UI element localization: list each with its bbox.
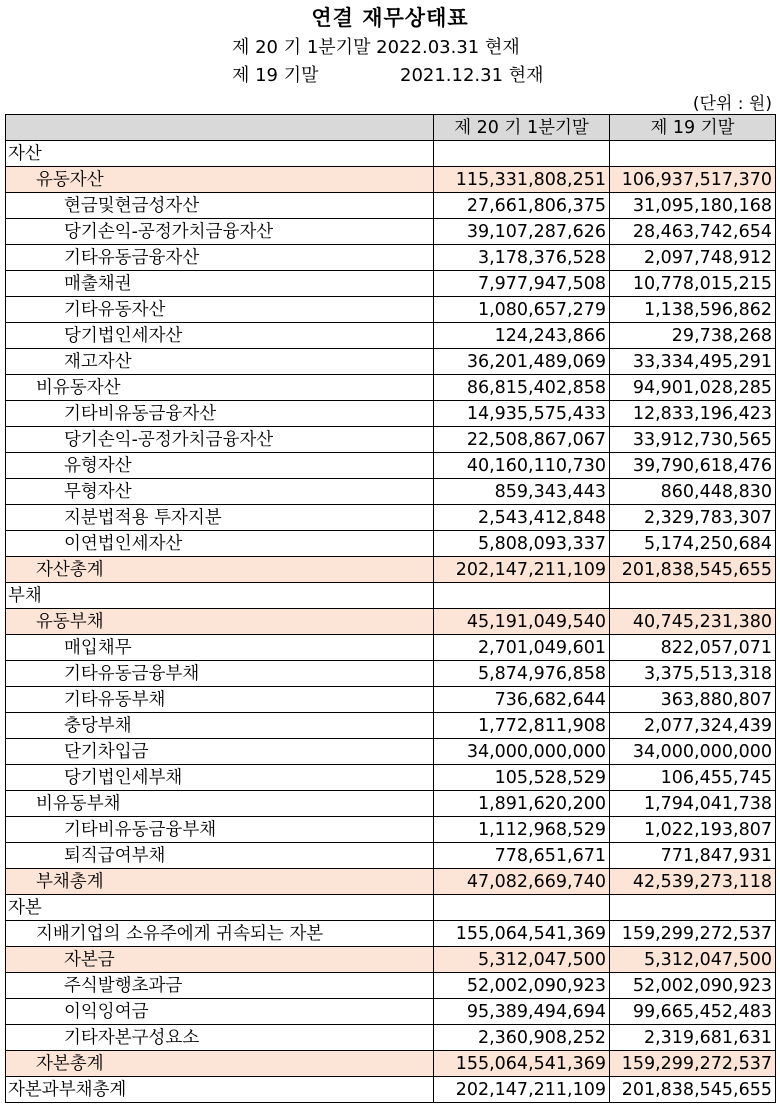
account-name: 기타유동부채	[6, 687, 434, 713]
amount-current: 155,064,541,369	[434, 1051, 610, 1077]
table-row	[6, 583, 776, 609]
account-name: 충당부채	[6, 713, 434, 739]
amount-current: 45,191,049,540	[434, 609, 610, 635]
amount-current: 5,808,093,337	[434, 531, 610, 557]
account-name: 당기손익-공정가치금융자산	[6, 219, 434, 245]
table-row	[6, 323, 776, 349]
amount-current: 2,701,049,601	[434, 635, 610, 661]
amount-current: 5,312,047,500	[434, 947, 610, 973]
unit-label: (단위 : 원)	[692, 94, 772, 114]
table-row	[6, 479, 776, 505]
account-name: 자본	[6, 895, 434, 921]
account-name: 자본총계	[6, 1051, 434, 1077]
amount-prior: 106,937,517,370	[610, 167, 776, 193]
amount-prior: 1,138,596,862	[610, 297, 776, 323]
amount-prior: 34,000,000,000	[610, 739, 776, 765]
amount-prior: 40,745,231,380	[610, 609, 776, 635]
table-row	[6, 843, 776, 869]
amount-prior: 10,778,015,215	[610, 271, 776, 297]
table-row	[6, 141, 776, 167]
amount-current: 1,080,657,279	[434, 297, 610, 323]
amount-prior: 29,738,268	[610, 323, 776, 349]
account-name: 비유동부채	[6, 791, 434, 817]
amount-prior: 12,833,196,423	[610, 401, 776, 427]
account-name: 단기차입금	[6, 739, 434, 765]
amount-current: 736,682,644	[434, 687, 610, 713]
account-name: 자본과부채총계	[6, 1077, 434, 1103]
amount-prior: 3,375,513,318	[610, 661, 776, 687]
account-name: 재고자산	[6, 349, 434, 375]
amount-prior: 31,095,180,168	[610, 193, 776, 219]
amount-current: 34,000,000,000	[434, 739, 610, 765]
amount-prior: 52,002,090,923	[610, 973, 776, 999]
amount-current: 47,082,669,740	[434, 869, 610, 895]
table-row	[6, 921, 776, 947]
amount-current: 14,935,575,433	[434, 401, 610, 427]
amount-current: 95,389,494,694	[434, 999, 610, 1025]
account-name: 주식발행초과금	[6, 973, 434, 999]
amount-prior: 822,057,071	[610, 635, 776, 661]
period-prior-label: 제 19 기말	[232, 65, 319, 86]
table-row	[6, 453, 776, 479]
table-row	[6, 245, 776, 271]
account-name: 부채	[6, 583, 434, 609]
amount-current	[434, 895, 610, 921]
table-row	[6, 1025, 776, 1051]
amount-current: 40,160,110,730	[434, 453, 610, 479]
amount-prior: 5,312,047,500	[610, 947, 776, 973]
table-row	[6, 297, 776, 323]
amount-prior: 201,838,545,655	[610, 1077, 776, 1103]
amount-prior: 159,299,272,537	[610, 1051, 776, 1077]
table-row	[6, 219, 776, 245]
amount-current: 778,651,671	[434, 843, 610, 869]
amount-prior: 99,665,452,483	[610, 999, 776, 1025]
account-name: 퇴직급여부채	[6, 843, 434, 869]
table-row	[6, 999, 776, 1025]
amount-current: 1,891,620,200	[434, 791, 610, 817]
table-row	[6, 973, 776, 999]
table-row	[6, 531, 776, 557]
table-row	[6, 791, 776, 817]
account-name: 기타유동자산	[6, 297, 434, 323]
amount-prior: 5,174,250,684	[610, 531, 776, 557]
table-row	[6, 687, 776, 713]
account-name: 자본금	[6, 947, 434, 973]
amount-current: 115,331,808,251	[434, 167, 610, 193]
amount-current: 52,002,090,923	[434, 973, 610, 999]
amount-current: 39,107,287,626	[434, 219, 610, 245]
balance-sheet-table	[5, 114, 776, 1103]
table-row	[6, 167, 776, 193]
amount-current: 36,201,489,069	[434, 349, 610, 375]
table-row	[6, 713, 776, 739]
amount-prior: 159,299,272,537	[610, 921, 776, 947]
amount-prior: 2,077,324,439	[610, 713, 776, 739]
amount-prior: 1,794,041,738	[610, 791, 776, 817]
table-row	[6, 1051, 776, 1077]
table-row	[6, 817, 776, 843]
table-row	[6, 427, 776, 453]
amount-prior: 771,847,931	[610, 843, 776, 869]
account-name: 현금및현금성자산	[6, 193, 434, 219]
amount-current: 155,064,541,369	[434, 921, 610, 947]
account-name: 매출채권	[6, 271, 434, 297]
account-name: 자산	[6, 141, 434, 167]
amount-current: 1,112,968,529	[434, 817, 610, 843]
account-name: 당기손익-공정가치금융자산	[6, 427, 434, 453]
header-prior-period: 제 19 기말	[610, 115, 776, 141]
account-name: 기타비유동금융자산	[6, 401, 434, 427]
table-row	[6, 375, 776, 401]
account-name: 당기법인세부채	[6, 765, 434, 791]
account-name: 이익잉여금	[6, 999, 434, 1025]
account-name: 무형자산	[6, 479, 434, 505]
header-account	[6, 115, 434, 141]
amount-current: 86,815,402,858	[434, 375, 610, 401]
table-row	[6, 557, 776, 583]
amount-prior: 28,463,742,654	[610, 219, 776, 245]
account-name: 이연법인세자산	[6, 531, 434, 557]
amount-current: 3,178,376,528	[434, 245, 610, 271]
account-name: 지분법적용 투자지분	[6, 505, 434, 531]
table-row	[6, 505, 776, 531]
amount-prior: 39,790,618,476	[610, 453, 776, 479]
amount-current: 202,147,211,109	[434, 557, 610, 583]
account-name: 유동자산	[6, 167, 434, 193]
table-row	[6, 661, 776, 687]
table-row	[6, 349, 776, 375]
table-body	[6, 141, 776, 1103]
amount-current	[434, 583, 610, 609]
header-current-period: 제 20 기 1분기말	[434, 115, 610, 141]
amount-current	[434, 141, 610, 167]
account-name: 기타비유동금융부채	[6, 817, 434, 843]
table-header-row	[6, 115, 776, 141]
account-name: 당기법인세자산	[6, 323, 434, 349]
account-name: 유형자산	[6, 453, 434, 479]
amount-current: 22,508,867,067	[434, 427, 610, 453]
amount-current: 2,360,908,252	[434, 1025, 610, 1051]
amount-prior	[610, 141, 776, 167]
amount-current: 2,543,412,848	[434, 505, 610, 531]
amount-prior	[610, 583, 776, 609]
account-name: 기타자본구성요소	[6, 1025, 434, 1051]
account-name: 유동부채	[6, 609, 434, 635]
account-name: 매입채무	[6, 635, 434, 661]
account-name: 자산총계	[6, 557, 434, 583]
account-name: 비유동자산	[6, 375, 434, 401]
amount-prior: 106,455,745	[610, 765, 776, 791]
table-row	[6, 765, 776, 791]
table-row	[6, 193, 776, 219]
table-row	[6, 609, 776, 635]
amount-prior: 363,880,807	[610, 687, 776, 713]
account-name: 기타유동금융자산	[6, 245, 434, 271]
amount-prior: 33,334,495,291	[610, 349, 776, 375]
amount-current: 124,243,866	[434, 323, 610, 349]
table-row	[6, 869, 776, 895]
amount-prior: 33,912,730,565	[610, 427, 776, 453]
amount-prior: 2,329,783,307	[610, 505, 776, 531]
account-name: 지배기업의 소유주에게 귀속되는 자본	[6, 921, 434, 947]
amount-prior: 2,319,681,631	[610, 1025, 776, 1051]
amount-current: 1,772,811,908	[434, 713, 610, 739]
amount-prior: 94,901,028,285	[610, 375, 776, 401]
table-row	[6, 271, 776, 297]
amount-prior	[610, 895, 776, 921]
table-row	[6, 739, 776, 765]
table-row	[6, 401, 776, 427]
table-row	[6, 895, 776, 921]
amount-current: 7,977,947,508	[434, 271, 610, 297]
table-row	[6, 635, 776, 661]
amount-current: 27,661,806,375	[434, 193, 610, 219]
amount-prior: 1,022,193,807	[610, 817, 776, 843]
account-name: 기타유동금융부채	[6, 661, 434, 687]
amount-current: 5,874,976,858	[434, 661, 610, 687]
amount-prior: 860,448,830	[610, 479, 776, 505]
period-prior-date: 2021.12.31 현재	[400, 65, 544, 86]
amount-prior: 2,097,748,912	[610, 245, 776, 271]
period-current: 제 20 기 1분기말 2022.03.31 현재	[232, 37, 520, 58]
statement-title: 연결 재무상태표	[311, 6, 469, 30]
amount-prior: 42,539,273,118	[610, 869, 776, 895]
amount-current: 859,343,443	[434, 479, 610, 505]
amount-current: 202,147,211,109	[434, 1077, 610, 1103]
amount-prior: 201,838,545,655	[610, 557, 776, 583]
table-row	[6, 1077, 776, 1103]
account-name: 부채총계	[6, 869, 434, 895]
amount-current: 105,528,529	[434, 765, 610, 791]
table-row	[6, 947, 776, 973]
